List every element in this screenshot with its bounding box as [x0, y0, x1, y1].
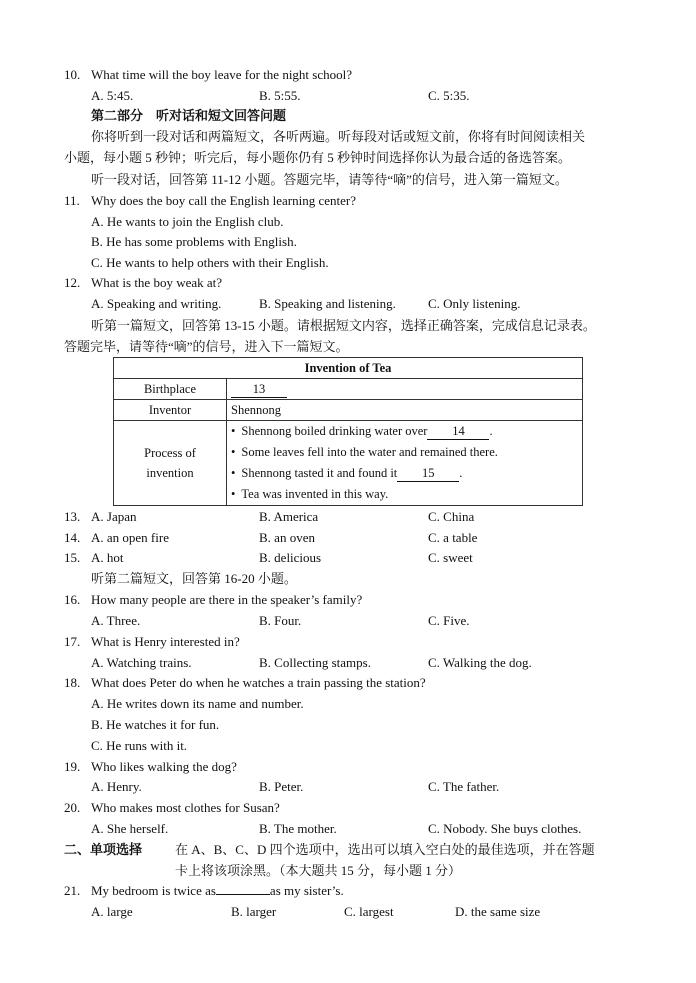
birthplace-cell [227, 379, 583, 400]
process-text: Tea was invented in this way. [241, 487, 389, 501]
option-a: A. Three. [91, 613, 141, 628]
process-label [114, 421, 227, 506]
instruction-line: 听一段对话，回答第 11-12 小题。答题完毕，请等待“嘀”的信号，进入第一篇短文。 [91, 172, 568, 187]
question-text: How many people are there in the speaker’s family? [91, 592, 363, 607]
process-label-line1: Process of [144, 446, 196, 460]
process-text: Shennong boiled drinking water over [241, 424, 428, 438]
option-c: C. Only listening. [428, 296, 521, 311]
option-b: B. an oven [259, 530, 315, 545]
option-a: A. 5:45. [91, 88, 134, 103]
option-c: C. The father. [428, 779, 500, 794]
option-b: B. He has some problems with English. [91, 234, 297, 249]
question-text: What is Henry interested in? [91, 634, 240, 649]
process-text: . [489, 424, 493, 438]
instruction-line: 在 A、B、C、D 四个选项中，选出可以填入空白处的最佳选项，并在答题 [175, 842, 595, 857]
invention-table [113, 357, 583, 506]
answer-blank [216, 894, 270, 895]
option-d: D. the same size [455, 904, 541, 919]
option-c: C. largest [344, 904, 394, 919]
question-number: 12. [64, 275, 81, 290]
option-c: C. 5:35. [428, 88, 470, 103]
process-item [231, 421, 578, 442]
instruction-line: 小题，每小题 5 秒钟；听完后，每小题你仍有 5 秒钟时间选择你认为最合适的备选答案。 [64, 150, 572, 165]
option-c: C. Five. [428, 613, 470, 628]
question-number: 10. [64, 67, 81, 82]
question-number: 20. [64, 800, 81, 815]
option-b: B. The mother. [259, 821, 337, 836]
option-b: B. larger [231, 904, 277, 919]
option-c: C. Walking the dog. [428, 655, 532, 670]
question-number: 16. [64, 592, 81, 607]
question-number: 14. [64, 530, 81, 545]
question-text: What does Peter do when he watches a train passing the station? [91, 675, 426, 690]
section-title: 二、单项选择 [64, 842, 143, 857]
option-b: B. Collecting stamps. [259, 655, 371, 670]
option-c: C. China [428, 509, 475, 524]
process-cell [227, 421, 583, 506]
option-b: B. Peter. [259, 779, 304, 794]
option-b: B. America [259, 509, 319, 524]
option-b: B. delicious [259, 550, 322, 565]
question-number: 19. [64, 759, 81, 774]
question-number: 15. [64, 550, 81, 565]
instruction-line: 听第二篇短文，回答第 16-20 小题。 [91, 571, 297, 586]
instruction-line: 答题完毕，请等待“嘀”的信号，进入下一篇短文。 [64, 339, 349, 354]
option-a: A. Henry. [91, 779, 142, 794]
option-a: A. large [91, 904, 133, 919]
question-text: What is the boy weak at? [91, 275, 223, 290]
process-text: Shennong tasted it and found it [241, 466, 398, 480]
question-text-part: as my sister’s. [269, 883, 344, 898]
option-a: A. hot [91, 550, 124, 565]
instruction-line: 听第一篇短文，回答第 13-15 小题。请根据短文内容，选择正确答案，完成信息记录表。 [91, 318, 596, 333]
option-b: B. Four. [259, 613, 302, 628]
process-item [231, 442, 578, 463]
blank-15: 15 [397, 466, 459, 482]
option-a: A. Watching trains. [91, 655, 192, 670]
inventor-value: Shennong [227, 400, 583, 421]
option-a: A. He wants to join the English club. [91, 214, 284, 229]
process-list [231, 421, 578, 505]
question-text-part: My bedroom is twice as [91, 883, 216, 898]
table-title: Invention of Tea [114, 358, 583, 379]
section-title: 第二部分 听对话和短文回答问题 [91, 108, 287, 123]
blank-13: 13 [231, 382, 287, 398]
option-b: B. Speaking and listening. [259, 296, 396, 311]
process-text: Some leaves fell into the water and remained there. [241, 445, 498, 459]
option-c: C. He wants to help others with their English. [91, 255, 329, 270]
question-text: Why does the boy call the English learning center? [91, 193, 356, 208]
question-text: What time will the boy leave for the night school? [91, 67, 353, 82]
process-text: . [459, 466, 463, 480]
option-c: C. sweet [428, 550, 473, 565]
process-item [231, 484, 578, 505]
inventor-label: Inventor [114, 400, 227, 421]
option-c: C. a table [428, 530, 478, 545]
question-number: 11. [64, 193, 80, 208]
birthplace-label: Birthplace [114, 379, 227, 400]
question-number: 17. [64, 634, 81, 649]
question-text: Who likes walking the dog? [91, 759, 237, 774]
option-a: A. She herself. [91, 821, 169, 836]
option-b: B. 5:55. [259, 88, 301, 103]
process-label-line2: invention [146, 466, 194, 480]
blank-14: 14 [427, 424, 489, 440]
question-number: 18. [64, 675, 81, 690]
option-a: A. Speaking and writing. [91, 296, 222, 311]
question-number: 13. [64, 509, 81, 524]
option-b: B. He watches it for fun. [91, 717, 220, 732]
question-text [91, 883, 344, 899]
process-item [231, 463, 578, 484]
instruction-line: 你将听到一段对话和两篇短文，各听两遍。听每段对话或短文前，你将有时间阅读相关 [91, 129, 586, 144]
option-c: C. He runs with it. [91, 738, 188, 753]
question-text: Who makes most clothes for Susan? [91, 800, 280, 815]
option-c: C. Nobody. She buys clothes. [428, 821, 582, 836]
option-a: A. Japan [91, 509, 137, 524]
question-number: 21. [64, 883, 81, 898]
instruction-line: 卡上将该项涂黑。（本大题共 15 分，每小题 1 分） [175, 863, 462, 878]
option-a: A. He writes down its name and number. [91, 696, 304, 711]
option-a: A. an open fire [91, 530, 169, 545]
